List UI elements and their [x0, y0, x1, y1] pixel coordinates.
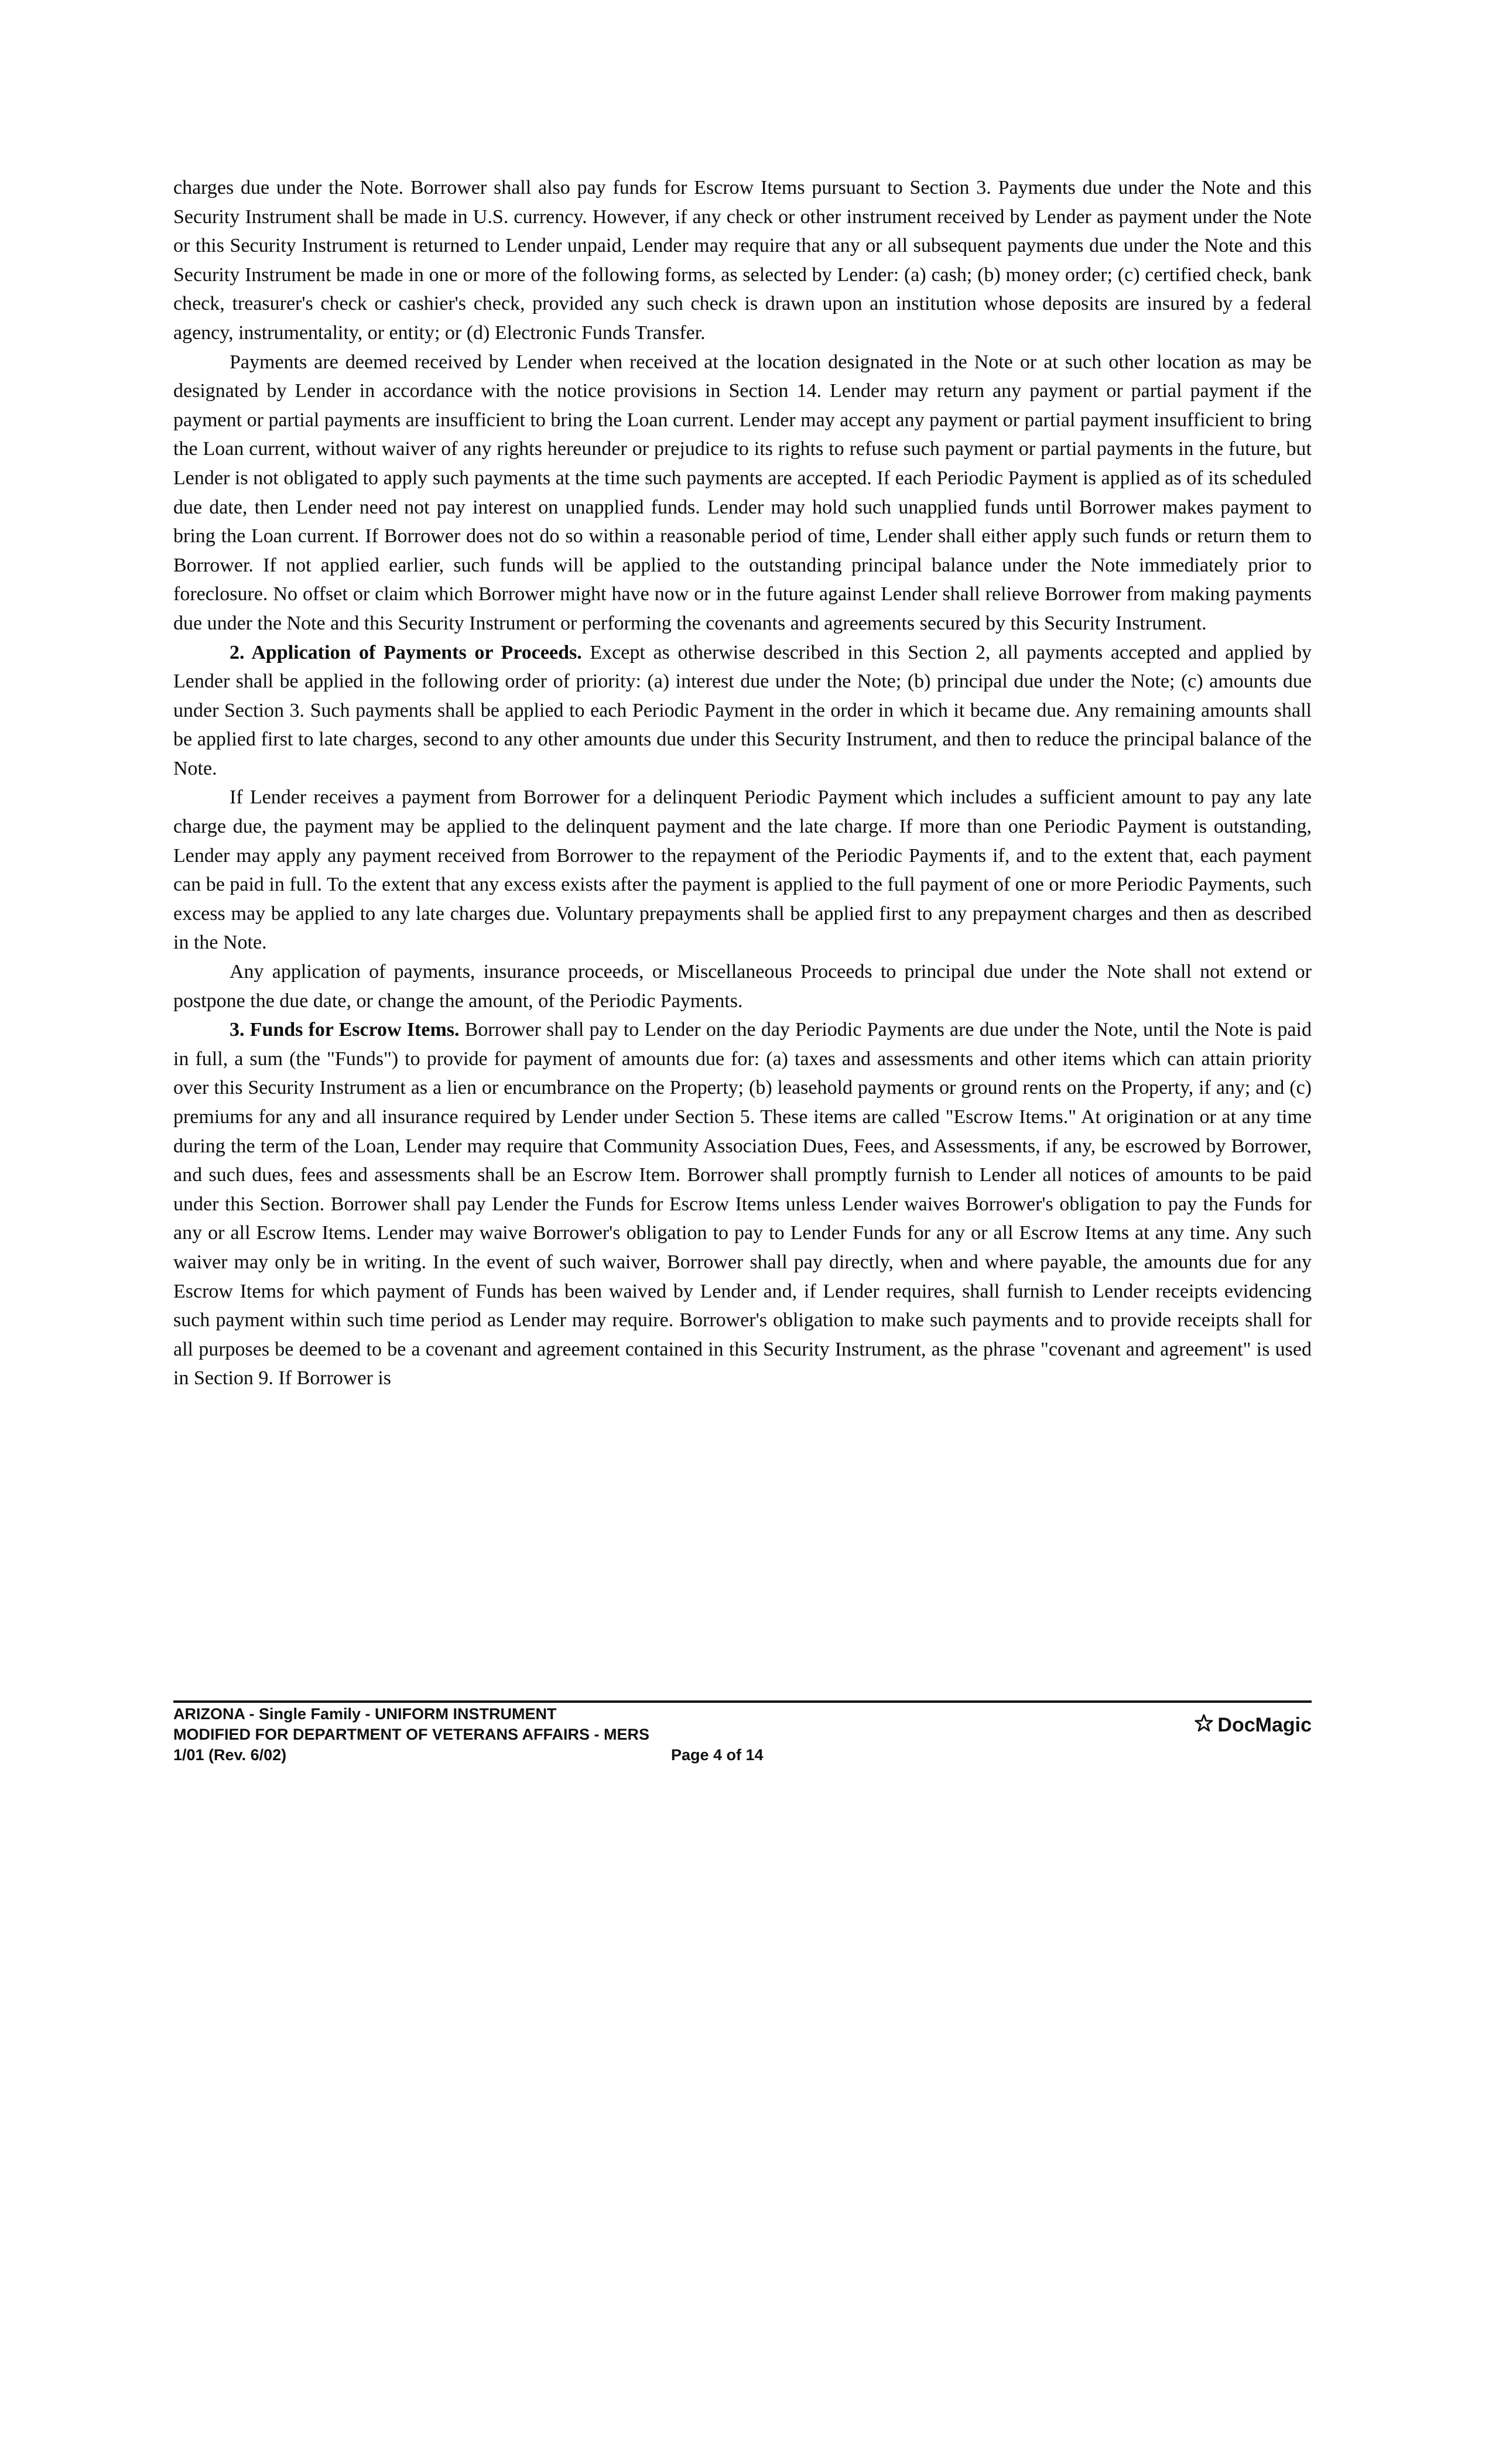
section-heading: 2. Application of Payments or Proceeds. [230, 641, 582, 663]
star-icon [1194, 1713, 1214, 1737]
paragraph-text: Borrower shall pay to Lender on the day Periodic Payments are due under the Note, until the Note is paid in full, a sum (the "Funds") to provide for payment of amounts due for: (a) taxes and assessments and other items which can attain priority over this Security Instrument as a lien or encumbrance on the Property; (b) leasehold payments or ground rents on the Property, if any; and (c) premiums for any and all insurance required by Lender under Section 5. These items are called "Escrow Items." At origination or at any time during the term of the Loan, Lender may require that Community Association Dues, Fees, and Assessments, if any, be escrowed by Borrower, and such dues, fees and assessments shall be an Escrow Item. Borrower shall promptly furnish to Lender all notices of amounts to be paid under this Section. Borrower shall pay Lender the Funds for Escrow Items unless Lender waives Borrower's obligation to pay the Funds for any or all Escrow Items. Lender may waive Borrower's obligation to pay to Lender Funds for any or all Escrow Items at any time. Any such waiver may only be in writing. In the event of such waiver, Borrower shall pay directly, when and where payable, the amounts due for any Escrow Items for which payment of Funds has been waived by Lender and, if Lender requires, shall furnish to Lender receipts evidencing such payment within such time period as Lender may require. Borrower's obligation to make such payments and to provide receipts shall for all purposes be deemed to be a covenant and agreement contained in this Security Instrument, as the phrase "covenant and agreement" is used in Section 9. If Borrower is [173, 1019, 1312, 1390]
document-body [173, 173, 1312, 1393]
brand-logo [1194, 1713, 1312, 1737]
paragraph [173, 348, 1312, 638]
paragraph-section-3 [173, 1015, 1312, 1393]
footer-divider [173, 1700, 1312, 1703]
paragraph-section-2 [173, 638, 1312, 783]
page-footer [173, 1704, 1312, 1780]
section-heading: 3. Funds for Escrow Items. [230, 1019, 460, 1041]
form-title: ARIZONA - Single Family - UNIFORM INSTRUMENT [173, 1705, 557, 1723]
paragraph-text: If Lender receives a payment from Borrower for a delinquent Periodic Payment which includes a sufficient amount to pay any late charge due, the payment may be applied to the delinquent payment and the late charge. If more than one Periodic Payment is outstanding, Lender may apply any payment received from Borrower to the repayment of the Periodic Payments if, and to the extent that, each payment can be paid in full. To the extent that any excess exists after the payment is applied to the full payment of one or more Periodic Payments, such excess may be applied to any late charges due. Voluntary prepayments shall be applied first to any prepayment charges and then as described in the Note. [173, 786, 1312, 954]
paragraph [173, 173, 1312, 348]
page-number: Page 4 of 14 [671, 1746, 764, 1764]
paragraph-text: Any application of payments, insurance proceeds, or Miscellaneous Proceeds to principal due under the Note shall not extend or postpone the due date, or change the amount, of the Periodic Payments. [173, 961, 1312, 1012]
paragraph [173, 957, 1312, 1015]
paragraph-text: charges due under the Note. Borrower shall also pay funds for Escrow Items pursuant to Section 3. Payments due under the Note and this Security Instrument shall be made in U.S. currency. However, if any check or other instrument received by Lender as payment under the Note or this Security Instrument is returned to Lender unpaid, Lender may require that any or all subsequent payments due under the Note and this Security Instrument be made in one or more of the following forms, as selected by Lender: (a) cash; (b) money order; (c) certified check, bank check, treasurer's check or cashier's check, provided any such check is drawn upon an institution whose deposits are insured by a federal agency, instrumentality, or entity; or (d) Electronic Funds Transfer. [173, 177, 1312, 344]
paragraph-text: Except as otherwise described in this Section 2, all payments accepted and applied by Lender shall be applied in the following order of priority: (a) interest due under the Note; (b) principal due under the Note; (c) amounts due under Section 3. Such payments shall be applied to each Periodic Payment in the order in which it became due. Any remaining amounts shall be applied first to late charges, second to any other amounts due under this Security Instrument, and then to reduce the principal balance of the Note. [173, 641, 1312, 779]
paragraph-text: Payments are deemed received by Lender when received at the location designated in the Note or at such other location as may be designated by Lender in accordance with the notice provisions in Section 14. Lender may return any payment or partial payment if the payment or partial payments are insufficient to bring the Loan current. Lender may accept any payment or partial payment insufficient to bring the Loan current, without waiver of any rights hereunder or prejudice to its rights to refuse such payment or partial payments in the future, but Lender is not obligated to apply such payments at the time such payments are accepted. If each Periodic Payment is applied as of its scheduled due date, then Lender need not pay interest on unapplied funds. Lender may hold such unapplied funds until Borrower makes payment to bring the Loan current. If Borrower does not do so within a reasonable period of time, Lender shall either apply such funds or return them to Borrower. If not applied earlier, such funds will be applied to the outstanding principal balance under the Note immediately prior to foreclosure. No offset or claim which Borrower might have now or in the future against Lender shall relieve Borrower from making payments due under the Note and this Security Instrument or performing the covenants and agreements secured by this Security Instrument. [173, 351, 1312, 634]
brand-name: DocMagic [1217, 1714, 1312, 1736]
paragraph [173, 783, 1312, 957]
form-modification: MODIFIED FOR DEPARTMENT OF VETERANS AFFAIRS - MERS [173, 1726, 650, 1743]
form-revision: 1/01 (Rev. 6/02) [173, 1746, 287, 1764]
